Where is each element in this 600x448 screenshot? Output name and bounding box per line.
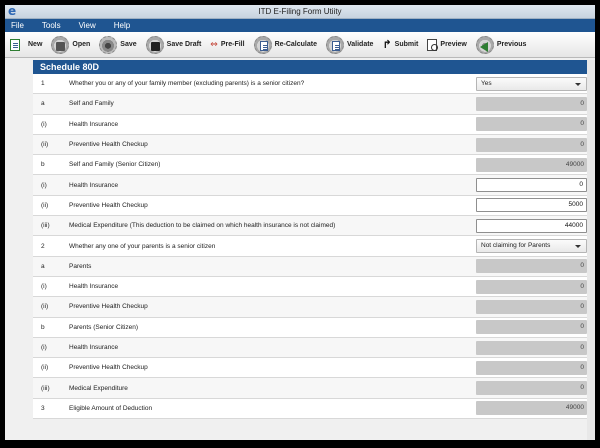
menu-bar [5,19,595,32]
row-description: Self and Family (Senior Citizen) [69,161,161,169]
amount-readonly-field: 0 [476,259,587,273]
row-number: 2 [41,242,45,250]
amount-readonly-field: 0 [476,117,587,131]
row-number: (iii) [41,222,50,230]
row-number: (iii) [41,384,50,392]
row-description: Parents [69,262,92,270]
validate-label: Validate [346,41,374,48]
amount-readonly-field: 0 [476,138,587,152]
row-number: (ii) [41,364,49,372]
pre-fill-button[interactable] [210,33,244,57]
re-calculate-button[interactable] [254,33,317,57]
row-description: Parents (Senior Citizen) [69,323,138,331]
row-number: 1 [41,80,45,88]
table-row [33,318,587,338]
submit-icon: ↱ [382,38,392,51]
row-description: Health Insurance [69,120,119,128]
row-number: (i) [41,283,47,291]
new-doc-icon [7,36,25,54]
re-calculate-label: Re-Calculate [274,41,317,48]
amount-input[interactable]: 44000 [476,219,587,233]
senior-citizen-select[interactable] [476,239,587,253]
chevron-down-icon [575,245,581,248]
chevron-down-icon [575,83,581,86]
previous-button[interactable] [476,33,527,57]
menu-help[interactable]: Help [113,21,131,30]
row-number: b [41,161,45,169]
preview-label: Preview [440,41,467,48]
new-button[interactable] [7,33,42,57]
title-bar [5,5,595,19]
menu-view[interactable]: View [78,21,96,30]
amount-readonly-field: 0 [476,280,587,294]
save-draft-icon [146,36,164,54]
submit-label: Submit [394,41,419,48]
row-description: Medical Expenditure (This deduction to be claimed on which health insurance is not claimed) [69,222,336,230]
row-description: Self and Family [69,100,114,108]
preview-button[interactable] [427,33,466,57]
table-row [33,135,587,155]
amount-readonly-field: 0 [476,300,587,314]
app-window [5,5,595,440]
row-description: Health Insurance [69,344,119,351]
table-row [33,74,587,94]
amount-readonly-field: 49000 [476,158,587,172]
select-value: Not claiming for Parents [481,242,551,250]
table-row [33,257,587,277]
row-description: Preventive Health Checkup [69,201,148,209]
table-row [33,338,587,358]
table-row [33,358,587,378]
amount-input[interactable]: 5000 [476,198,587,212]
table-row [33,277,587,297]
table-row [33,378,587,398]
amount-readonly-field: 0 [476,97,587,111]
select-value: Yes [481,79,492,87]
table-row [33,115,587,135]
validate-button[interactable] [326,33,373,57]
amount-readonly-field: 0 [476,341,587,355]
recalculate-icon [254,36,272,54]
row-description: Eligible Amount of Deduction [69,404,153,412]
row-number: (ii) [41,201,49,209]
schedule-rows [33,74,587,419]
schedule-title: Schedule 80D [33,60,587,74]
amount-readonly-field: 0 [476,361,587,375]
open-label: Open [72,41,91,48]
row-number: a [41,262,45,270]
table-row [33,155,587,175]
menu-tools[interactable]: Tools [41,21,61,30]
vertical-scrollbar[interactable] [587,60,595,440]
table-row [33,236,587,256]
amount-input[interactable]: 0 [476,178,587,192]
pre-fill-icon: ⇔ [210,39,218,50]
row-number: (ii) [41,141,49,149]
table-row [33,399,587,419]
validate-icon [326,36,344,54]
table-row [33,297,587,317]
row-number: (i) [41,181,47,189]
row-description: Whether any one of your parents is a senior citizen [69,242,216,250]
table-row [33,94,587,114]
save-gear-icon [99,36,117,54]
amount-readonly-field: 49000 [476,401,587,415]
row-description: Preventive Health Checkup [69,303,148,311]
preview-icon [427,39,437,51]
row-number: a [41,100,45,108]
menu-file[interactable]: File [11,21,24,30]
previous-label: Previous [496,41,527,48]
table-row [33,216,587,236]
save-button[interactable] [99,33,136,57]
row-description: Whether you or any of your family member (excluding parents) is a senior citizen? [69,80,305,88]
open-gear-icon [51,36,69,54]
open-button[interactable] [51,33,90,57]
amount-readonly-field: 0 [476,320,587,334]
toolbar [5,32,595,58]
save-draft-button[interactable] [146,33,202,57]
app-logo-icon: e [8,5,17,18]
pre-fill-label: Pre-Fill [220,41,245,48]
row-description: Preventive Health Checkup [69,364,148,372]
row-description: Health Insurance [69,181,119,189]
previous-icon [476,36,494,54]
save-draft-label: Save Draft [166,41,202,48]
row-description: Medical Expenditure [69,384,128,392]
table-row [33,196,587,216]
amount-readonly-field: 0 [476,381,587,395]
table-row [33,175,587,195]
submit-button[interactable] [382,33,418,57]
row-number: (i) [41,120,47,128]
row-description: Preventive Health Checkup [69,141,148,149]
row-number: (i) [41,344,47,351]
window-title: ITD E-Filing Form Utiity [258,7,342,16]
save-label: Save [120,41,137,48]
senior-citizen-select[interactable] [476,77,587,91]
row-number: 3 [41,404,45,412]
row-number: b [41,323,45,331]
new-label: New [28,41,43,48]
row-number: (ii) [41,303,49,311]
row-description: Health Insurance [69,283,119,291]
